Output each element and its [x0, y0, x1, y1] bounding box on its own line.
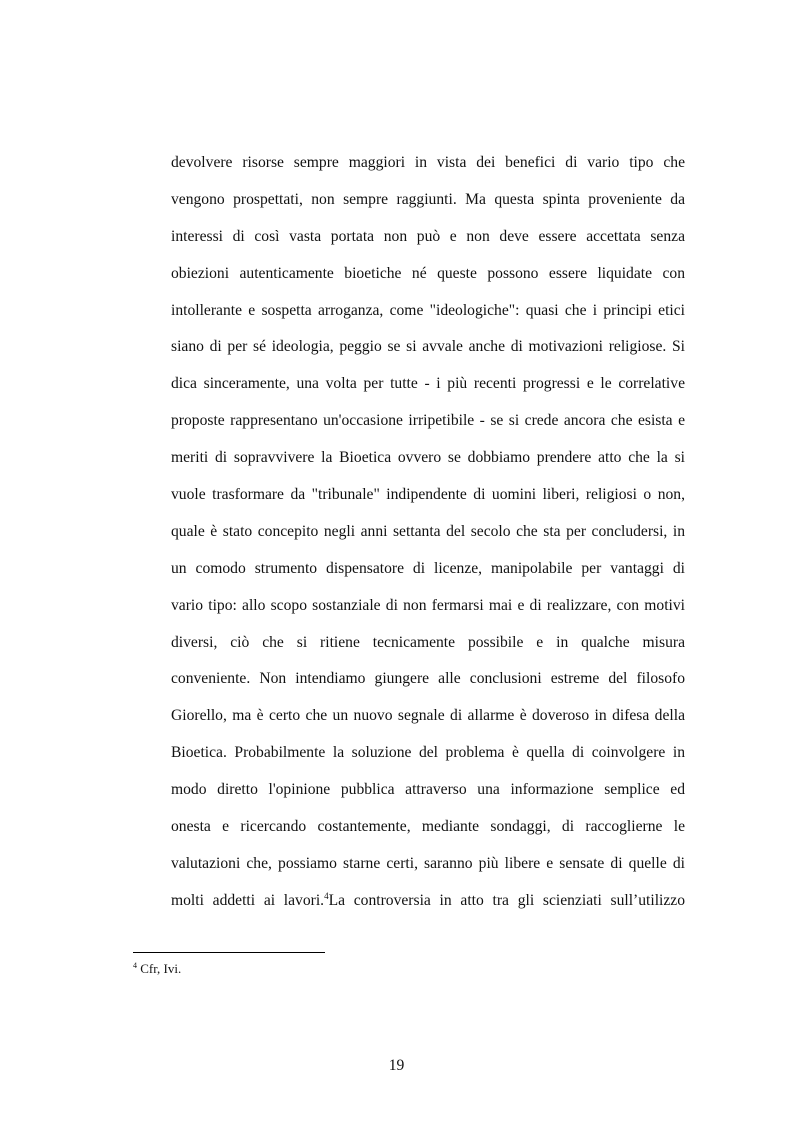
footnote-text: Cfr, Ivi. [140, 961, 182, 976]
page-number: 19 [388, 1057, 405, 1074]
text-line: vuole trasformare da "tribunale" indipendente di uomini liberi, religiosi o non, [171, 486, 685, 504]
text-line-part: molti addetti ai lavori. [171, 891, 325, 909]
text-line: meriti di sopravvivere la Bioetica ovvero se dobbiamo prendere atto che la si [171, 449, 685, 467]
text-line-part: La controversia in atto tra gli scienziati sull’utilizzo [328, 891, 685, 909]
text-line: Giorello, ma è certo che un nuovo segnale di allarme è doveroso in difesa della [171, 707, 685, 725]
footnote [133, 960, 181, 978]
text-line: intollerante e sospetta arroganza, come "ideologiche": quasi che i principi etici [171, 301, 685, 319]
text-line: interessi di così vasta portata non può e non deve essere accettata senza [171, 227, 685, 245]
footnote-separator [133, 952, 325, 953]
text-line-with-footnote-ref [171, 883, 685, 920]
text-line: valutazioni che, possiamo starne certi, saranno più libere e sensate di quelle di [171, 854, 685, 872]
text-line: un comodo strumento dispensatore di licenze, manipolabile per vantaggi di [171, 559, 685, 577]
text-line: onesta e ricercando costantemente, mediante sondaggi, di raccoglierne le [171, 818, 685, 836]
footnote-reference[interactable]: 4 [324, 890, 329, 901]
text-line: vengono prospettati, non sempre raggiunti. Ma questa spinta proveniente da [171, 190, 685, 208]
text-line: diversi, ciò che si ritiene tecnicamente possibile e in qualche misura [171, 633, 685, 651]
text-line: obiezioni autenticamente bioetiche né queste possono essere liquidate con [171, 264, 685, 282]
footnote-number: 4 [133, 961, 137, 970]
text-line: devolvere risorse sempre maggiori in vista dei benefici di vario tipo che [171, 154, 685, 171]
body-paragraph [171, 145, 685, 920]
text-line: Bioetica. Probabilmente la soluzione del problema è quella di coinvolgere in [171, 744, 685, 762]
text-line: proposte rappresentano un'occasione irripetibile - se si crede ancora che esista e [171, 412, 685, 430]
text-line: vario tipo: allo scopo sostanziale di non fermarsi mai e di realizzare, con motivi [171, 596, 685, 614]
text-line: siano di per sé ideologia, peggio se si avvale anche di motivazioni religiose. Si [171, 338, 685, 356]
text-line: dica sinceramente, una volta per tutte - i più recenti progressi e le correlative [171, 375, 685, 393]
text-line: quale è stato concepito negli anni settanta del secolo che sta per concludersi, in [171, 522, 685, 540]
text-line: modo diretto l'opinione pubblica attraverso una informazione semplice ed [171, 781, 685, 799]
text-line: conveniente. Non intendiamo giungere alle conclusioni estreme del filosofo [171, 670, 685, 688]
